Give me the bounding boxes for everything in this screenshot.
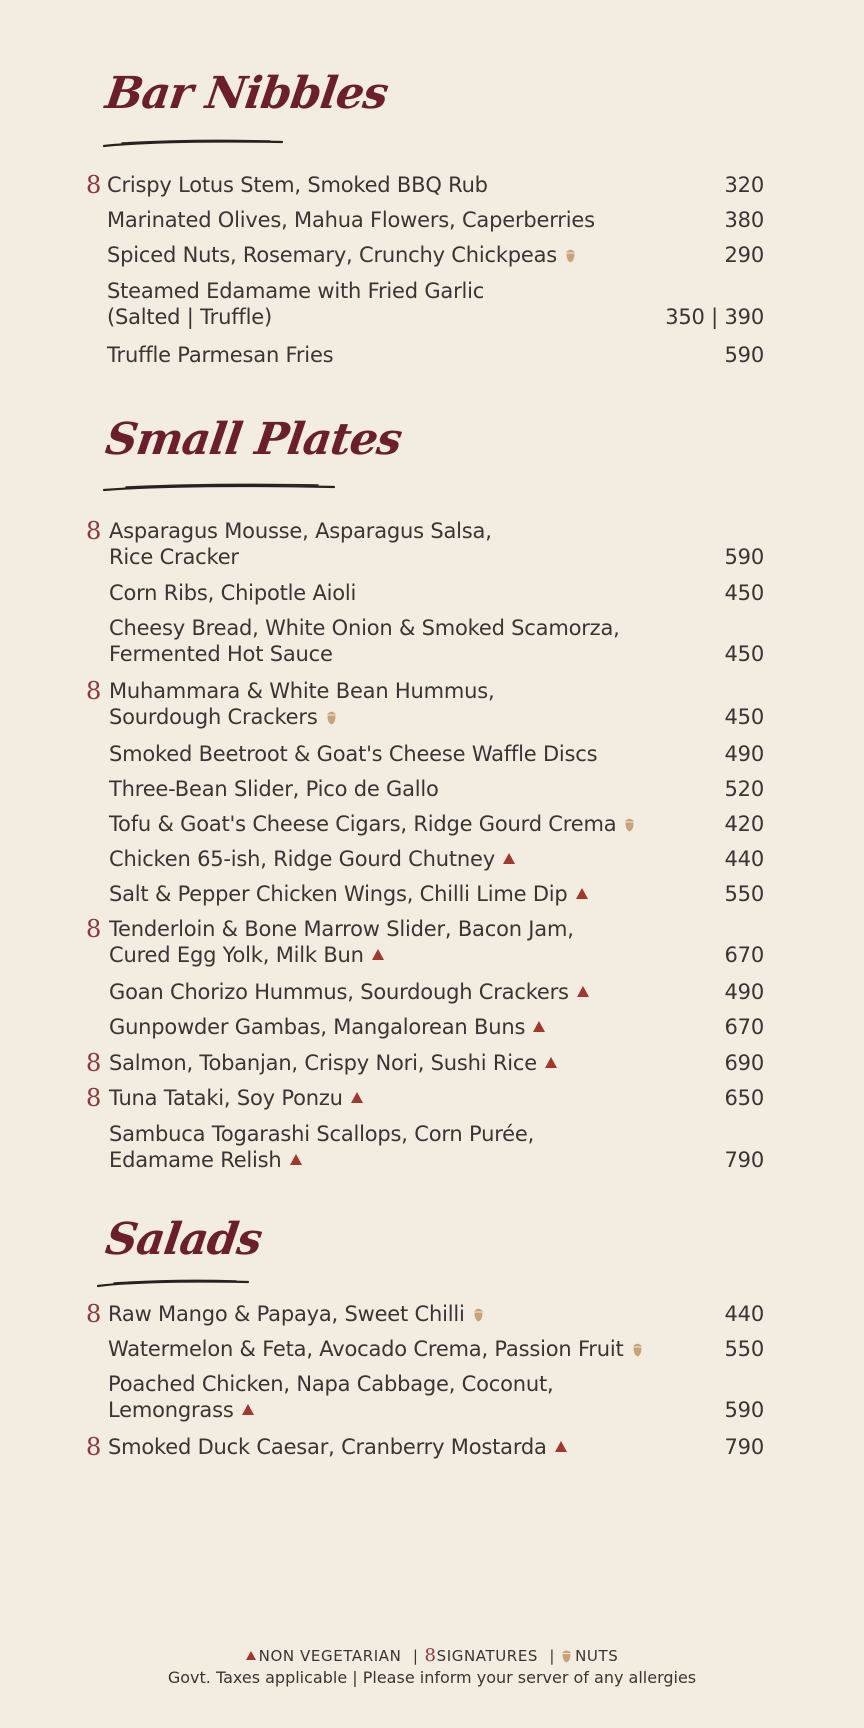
item-name-line2: Edamame Relish xyxy=(109,1148,282,1172)
non-veg-icon xyxy=(545,1057,557,1068)
item-name-line2: Lemongrass xyxy=(108,1398,234,1422)
menu-item xyxy=(0,811,864,838)
item-name: Three-Bean Slider, Pico de Gallo xyxy=(109,777,439,801)
signature-icon: 8 xyxy=(86,171,102,199)
item-price: 520 xyxy=(724,777,764,801)
item-price: 590 xyxy=(724,343,764,367)
item-price: 290 xyxy=(724,243,764,267)
non-veg-icon xyxy=(246,1651,256,1660)
item-name-line2: Cured Egg Yolk, Milk Bun xyxy=(109,943,364,967)
legend-divider: | xyxy=(549,1647,556,1665)
item-name: Cheesy Bread, White Onion & Smoked Scamorza, xyxy=(109,616,620,640)
menu-item xyxy=(0,846,864,873)
menu-item xyxy=(0,580,864,607)
item-name-line2: Fermented Hot Sauce xyxy=(109,642,333,666)
item-name: Tofu & Goat's Cheese Cigars, Ridge Gourd Crema xyxy=(109,812,617,836)
menu-item xyxy=(0,1050,864,1077)
non-veg-icon xyxy=(576,888,588,899)
non-veg-icon xyxy=(351,1092,363,1103)
footer-legend xyxy=(0,1645,864,1666)
item-name: Asparagus Mousse, Asparagus Salsa, xyxy=(109,519,492,543)
item-price: 490 xyxy=(724,980,764,1004)
item-price: 450 xyxy=(724,642,764,666)
item-name: Tenderloin & Bone Marrow Slider, Bacon Jam, xyxy=(109,917,574,941)
non-veg-icon xyxy=(290,1154,302,1165)
legend-nuts: NUTS xyxy=(575,1647,619,1665)
item-price: 490 xyxy=(724,742,764,766)
non-veg-icon xyxy=(555,1441,567,1452)
item-price: 790 xyxy=(724,1148,764,1172)
item-name-line2: Rice Cracker xyxy=(109,545,239,569)
menu-item xyxy=(0,207,864,234)
menu-item xyxy=(0,1301,864,1328)
item-name: Smoked Duck Caesar, Cranberry Mostarda xyxy=(108,1435,547,1459)
item-name: Raw Mango & Papaya, Sweet Chilli xyxy=(108,1302,465,1326)
item-name: Sambuca Togarashi Scallops, Corn Purée, xyxy=(109,1122,535,1146)
menu-item xyxy=(0,979,864,1006)
non-veg-icon xyxy=(503,853,515,864)
menu-item xyxy=(0,1434,864,1461)
signature-icon: 8 xyxy=(86,1084,102,1112)
menu-item xyxy=(0,1014,864,1041)
item-name: Muhammara & White Bean Hummus, xyxy=(109,679,495,703)
item-price: 420 xyxy=(724,812,764,836)
menu-item xyxy=(0,916,864,970)
small-plates-title: Small Plates xyxy=(102,414,405,465)
nut-icon xyxy=(473,1306,484,1322)
menu-item xyxy=(0,881,864,908)
item-price: 590 xyxy=(724,545,764,569)
item-price: 550 xyxy=(724,1337,764,1361)
item-name: Watermelon & Feta, Avocado Crema, Passion Fruit xyxy=(108,1337,624,1361)
signature-icon: 8 xyxy=(86,1049,102,1077)
item-name: Salt & Pepper Chicken Wings, Chilli Lime Dip xyxy=(109,882,568,906)
menu-item xyxy=(0,172,864,199)
salads-underline xyxy=(96,1276,256,1290)
item-price: 350 | 390 xyxy=(665,305,764,329)
nut-icon xyxy=(632,1341,643,1357)
item-price: 440 xyxy=(724,1302,764,1326)
non-veg-icon xyxy=(242,1404,254,1415)
item-name-line2: (Salted | Truffle) xyxy=(107,305,272,329)
menu-item xyxy=(0,278,864,332)
menu-item xyxy=(0,242,864,269)
item-name: Tuna Tataki, Soy Ponzu xyxy=(109,1086,343,1110)
nut-icon xyxy=(565,247,576,263)
legend-divider: | xyxy=(412,1647,419,1665)
item-price: 450 xyxy=(724,705,764,729)
item-name: Spiced Nuts, Rosemary, Crunchy Chickpeas xyxy=(107,243,558,267)
item-price: 380 xyxy=(724,208,764,232)
signature-icon: 8 xyxy=(86,915,102,943)
item-name: Goan Chorizo Hummus, Sourdough Crackers xyxy=(109,980,569,1004)
non-veg-icon xyxy=(533,1021,545,1032)
item-price: 440 xyxy=(724,847,764,871)
signature-icon: 8 xyxy=(86,517,102,545)
item-name: Steamed Edamame with Fried Garlic xyxy=(107,279,485,303)
bar-nibbles-underline xyxy=(102,136,292,150)
menu-item xyxy=(0,518,864,572)
item-price: 790 xyxy=(724,1435,764,1459)
item-price: 590 xyxy=(724,1398,764,1422)
nut-icon xyxy=(561,1648,572,1663)
menu-item xyxy=(0,615,864,669)
item-price: 320 xyxy=(724,173,764,197)
item-price: 690 xyxy=(724,1051,764,1075)
legend-signatures: SIGNATURES xyxy=(436,1647,539,1665)
item-price: 650 xyxy=(724,1086,764,1110)
item-name: Smoked Beetroot & Goat's Cheese Waffle Discs xyxy=(109,742,598,766)
menu-item xyxy=(0,342,864,369)
menu-item xyxy=(0,741,864,768)
item-name: Truffle Parmesan Fries xyxy=(107,343,334,367)
legend-non-veg: NON VEGETARIAN xyxy=(258,1647,402,1665)
item-name: Crispy Lotus Stem, Smoked BBQ Rub xyxy=(107,173,488,197)
menu-item xyxy=(0,678,864,732)
small-plates-underline xyxy=(102,480,342,494)
item-name: Chicken 65-ish, Ridge Gourd Chutney xyxy=(109,847,495,871)
non-veg-icon xyxy=(372,949,384,960)
item-price: 670 xyxy=(724,943,764,967)
item-name: Corn Ribs, Chipotle Aioli xyxy=(109,581,357,605)
item-price: 670 xyxy=(724,1015,764,1039)
signature-icon: 8 xyxy=(424,1645,437,1666)
menu-item xyxy=(0,1085,864,1112)
non-veg-icon xyxy=(577,986,589,997)
signature-icon: 8 xyxy=(86,1300,102,1328)
item-name: Gunpowder Gambas, Mangalorean Buns xyxy=(109,1015,526,1039)
item-price: 550 xyxy=(724,882,764,906)
menu-item xyxy=(0,776,864,803)
nut-icon xyxy=(326,709,337,725)
salads-title: Salads xyxy=(102,1214,265,1265)
footer-note: Govt. Taxes applicable | Please inform your server of any allergies xyxy=(167,1668,697,1687)
menu-item xyxy=(0,1371,864,1425)
signature-icon: 8 xyxy=(86,677,102,705)
nut-icon xyxy=(624,816,635,832)
bar-nibbles-title: Bar Nibbles xyxy=(102,68,391,119)
item-price: 450 xyxy=(724,581,764,605)
signature-icon: 8 xyxy=(86,1433,102,1461)
item-name-line2: Sourdough Crackers xyxy=(109,705,318,729)
item-name: Marinated Olives, Mahua Flowers, Caperberries xyxy=(107,208,595,232)
item-name: Salmon, Tobanjan, Crispy Nori, Sushi Rice xyxy=(109,1051,537,1075)
menu-item xyxy=(0,1121,864,1175)
item-name: Poached Chicken, Napa Cabbage, Coconut, xyxy=(108,1372,554,1396)
menu-item xyxy=(0,1336,864,1363)
